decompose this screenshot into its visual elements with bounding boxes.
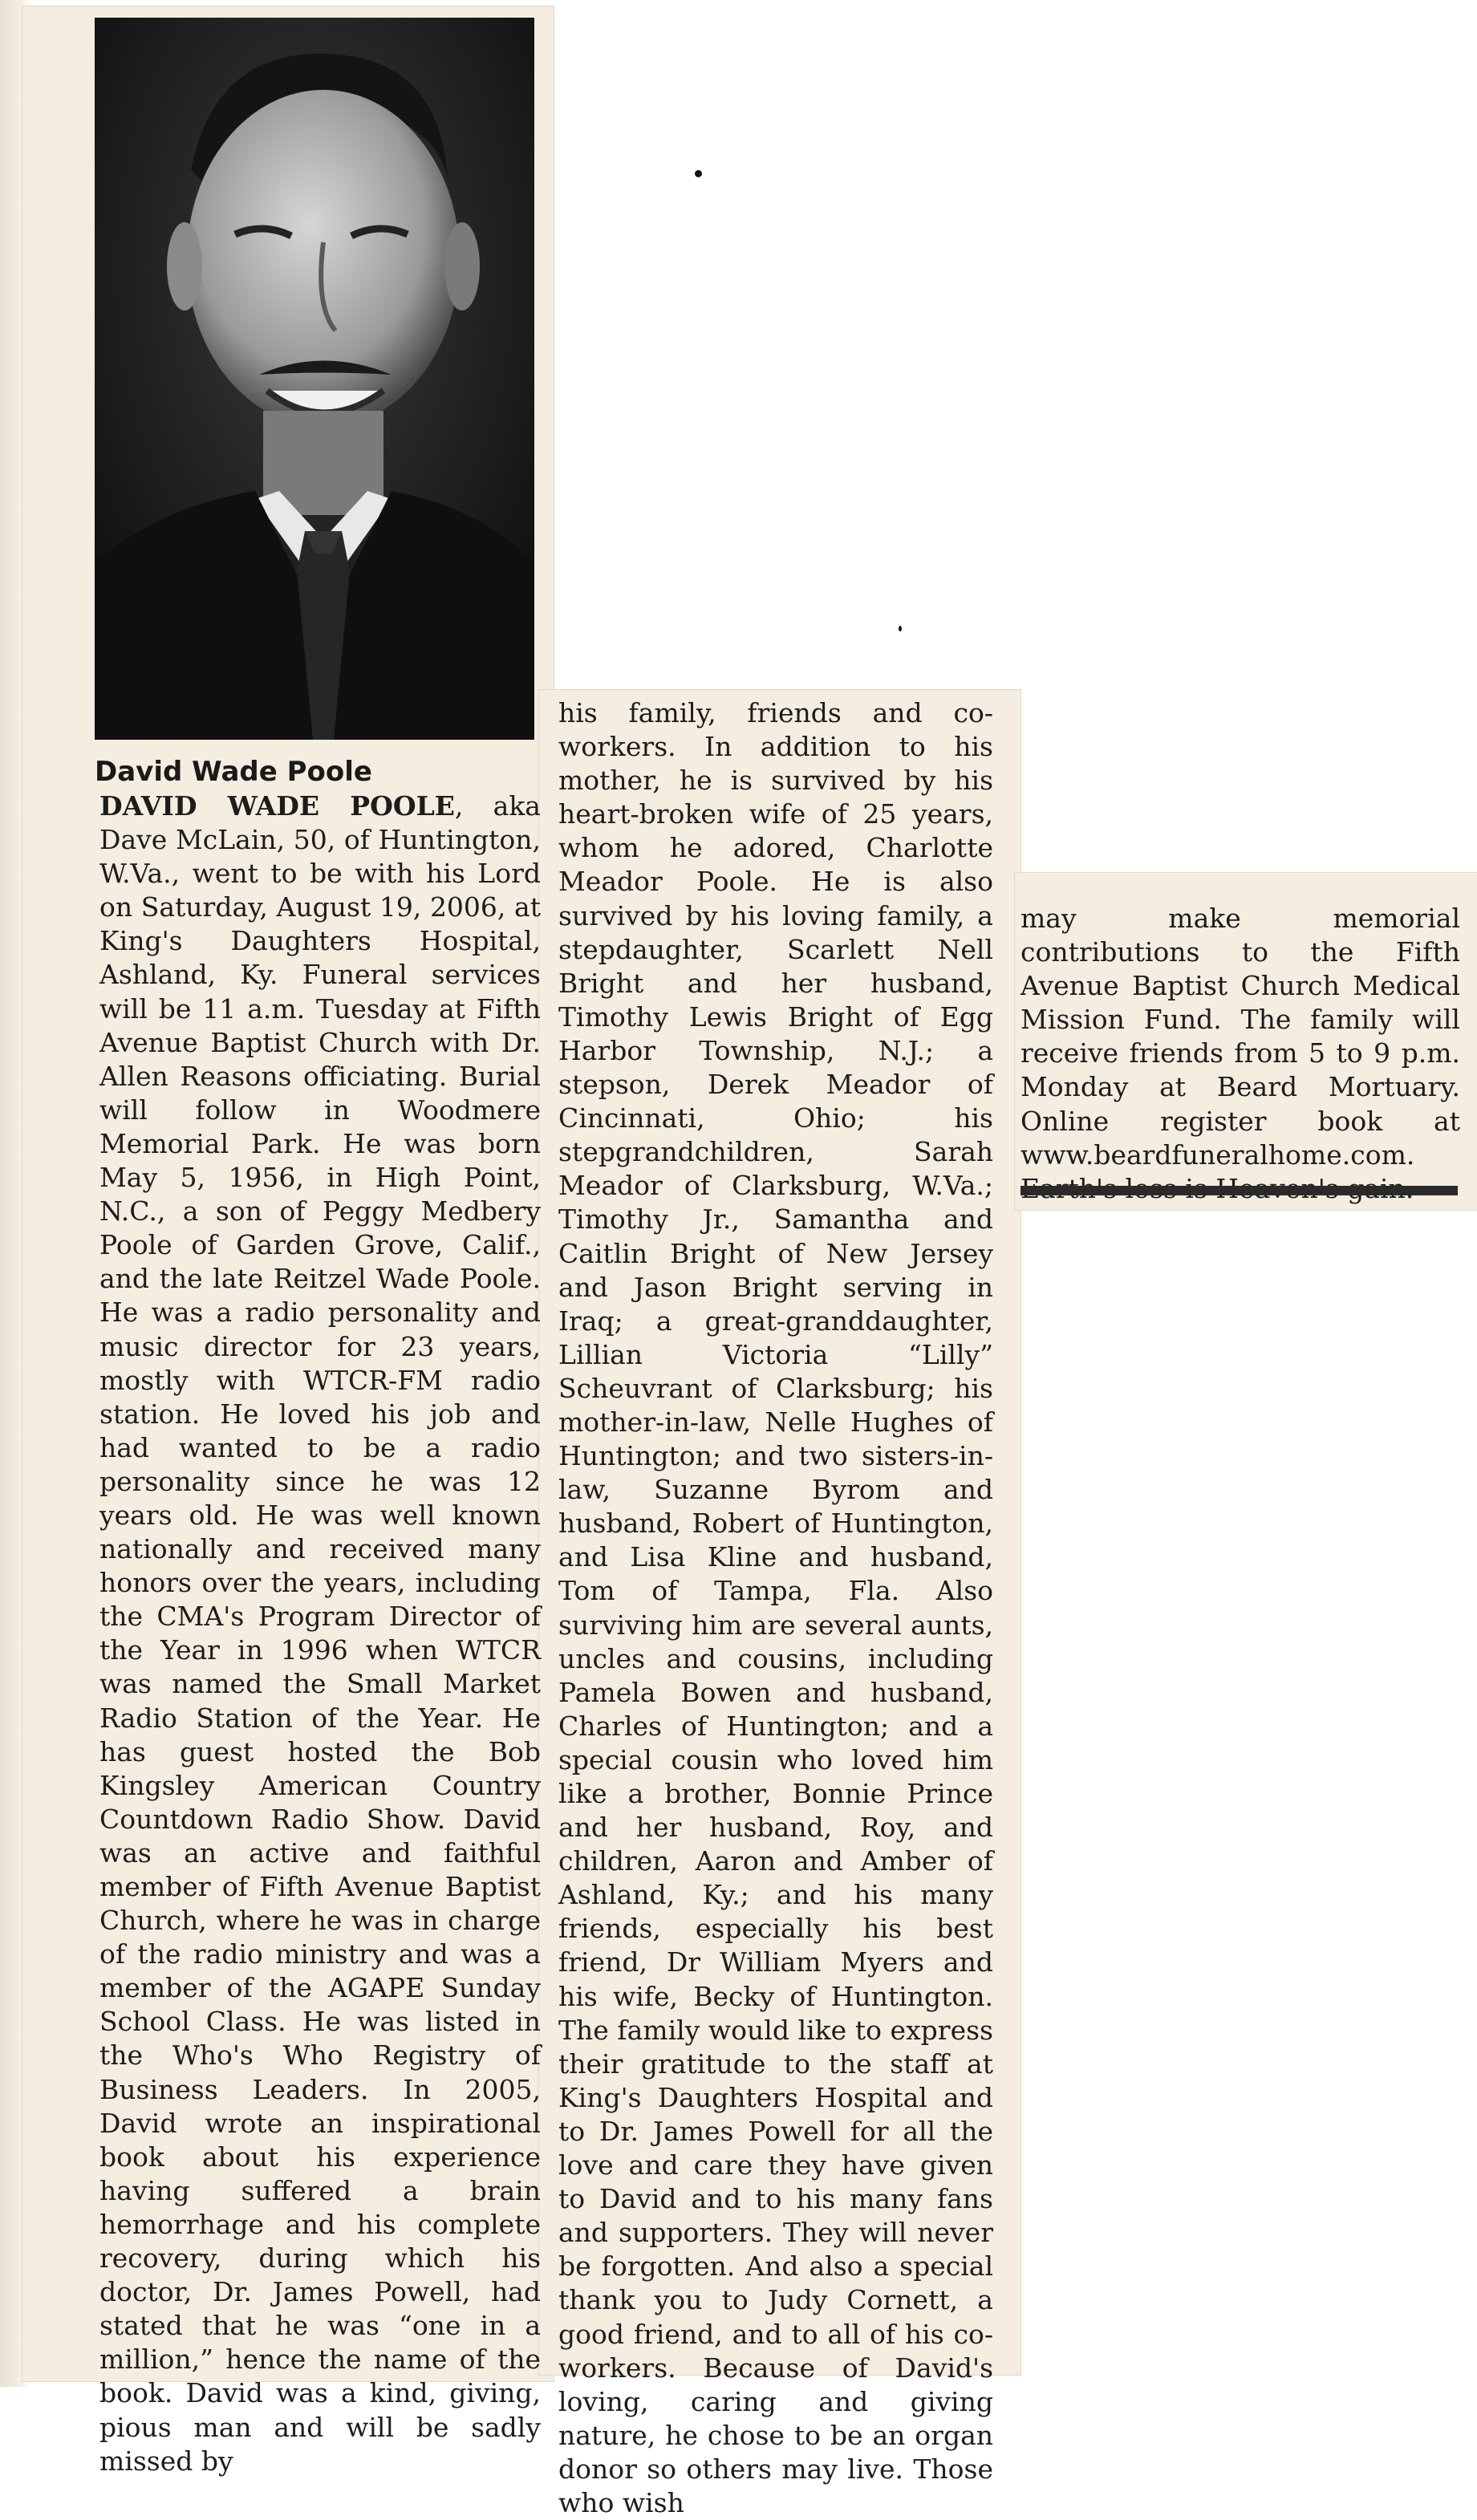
obituary-column-1-text: , aka Dave McLain, 50, of Huntington, W.Va., went to be with his Lord on Saturday, August 19, 2006, at King's Daughters Hospital, Ashland, Ky. Funeral services will be 11 a.m. Tuesday at Fifth Avenue Baptist Church with Dr. Allen Reasons officiating. Burial will follow in Woodmere Memorial Park. He was born May 5, 1956, in High Point, N.C., a son of Peggy Medbery Poole of Garden Grove, Calif., and the late Reitzel Wade Poole. He was a radio personality and music director for 23 years, mostly with WTCR-FM radio station. He loved his job and had wanted to be a radio personality since he was 12 years old. He was well known nationally and received many honors over the years, including the CMA's Program Director of the Year in 1996 when WTCR was named the Small Market Radio Station of the Year. He has guest hosted the Bob Kingsley American Country Countdown Radio Show. David was an active and faithful member of Fifth Avenue Baptist Church, where he was in charge of the radio ministry and was a member of the AGAPE Sunday School Class. He was listed in the Who's Who Registry of Business Leaders. In 2005, David wrote an inspirational book about his experience having suffered a brain hemorrhage and his complete recovery, during which his doctor, Dr. James Powell, had stated that he was “one in a million,” hence the name of the book. David was a kind, giving, pious man and will be sadly missed by (99, 790, 541, 2477)
obituary-heading: David Wade Poole (95, 756, 372, 788)
obituary-lead-name: DAVID WADE POOLE (99, 790, 455, 822)
scan-speck (899, 626, 902, 631)
obituary-column-3: may make memorial contributions to the Fifth Avenue Baptist Church Medical Mission Fund. The family will receive friends from 5 to 9 p.m. Monday at Beard Mortuary. Online register book at www.beardfuneralhome.com. (1021, 903, 1460, 1171)
scan-speck (695, 170, 702, 177)
end-rule-divider (1021, 1186, 1458, 1195)
obituary-column-1 (99, 789, 541, 2478)
portrait-illustration (95, 18, 534, 740)
portrait-photo (95, 18, 534, 740)
obituary-column-2: his family, friends and co-workers. In addition to his mother, he is survived by his heart-broken wife of 25 years, whom he adored, Charlotte Meador Poole. He is also survived by his loving family, a stepdaughter, Scarlett Nell Bright and her husband, Timothy Lewis Bright of Egg Harbor Township, N.J.; a stepson, Derek Meador of Cincinnati, Ohio; his stepgrandchildren, Sarah Meador of Clarksburg, W.Va.; Timothy Jr., Samantha and Caitlin Bright of New Jersey and Jason Bright serving in Iraq; a great-granddaughter, Lillian Victoria “Lilly” Scheuvrant of Clarksburg; his mother-in-law, Nelle Hughes of Huntington; and two sisters-in-law, Suzanne Byrom and husband, Robert of Huntington, and Lisa Kline and husband, Tom of Tampa, Fla. Also surviving him are several aunts, uncles and cousins, including Pamela Bowen and husband, Charles of Huntington; and a special cousin who loved him like a brother, Bonnie Prince and her husband, Roy, and children, Aaron and Amber of Ashland, Ky.; and his many friends, especially his best friend, Dr William Myers and his wife, Becky of Huntington. The family would like to express their gratitude to the staff at King's Daughters Hospital and to Dr. James Powell for all the love and care they have given to David and to his many fans and supporters. They will never be forgotten. And also a special thank you to Judy Cornett, a good friend, and to all of his co-workers. Because of David's loving, caring and giving nature, he chose to be an organ donor so others may live. Those who wish (558, 697, 993, 2518)
